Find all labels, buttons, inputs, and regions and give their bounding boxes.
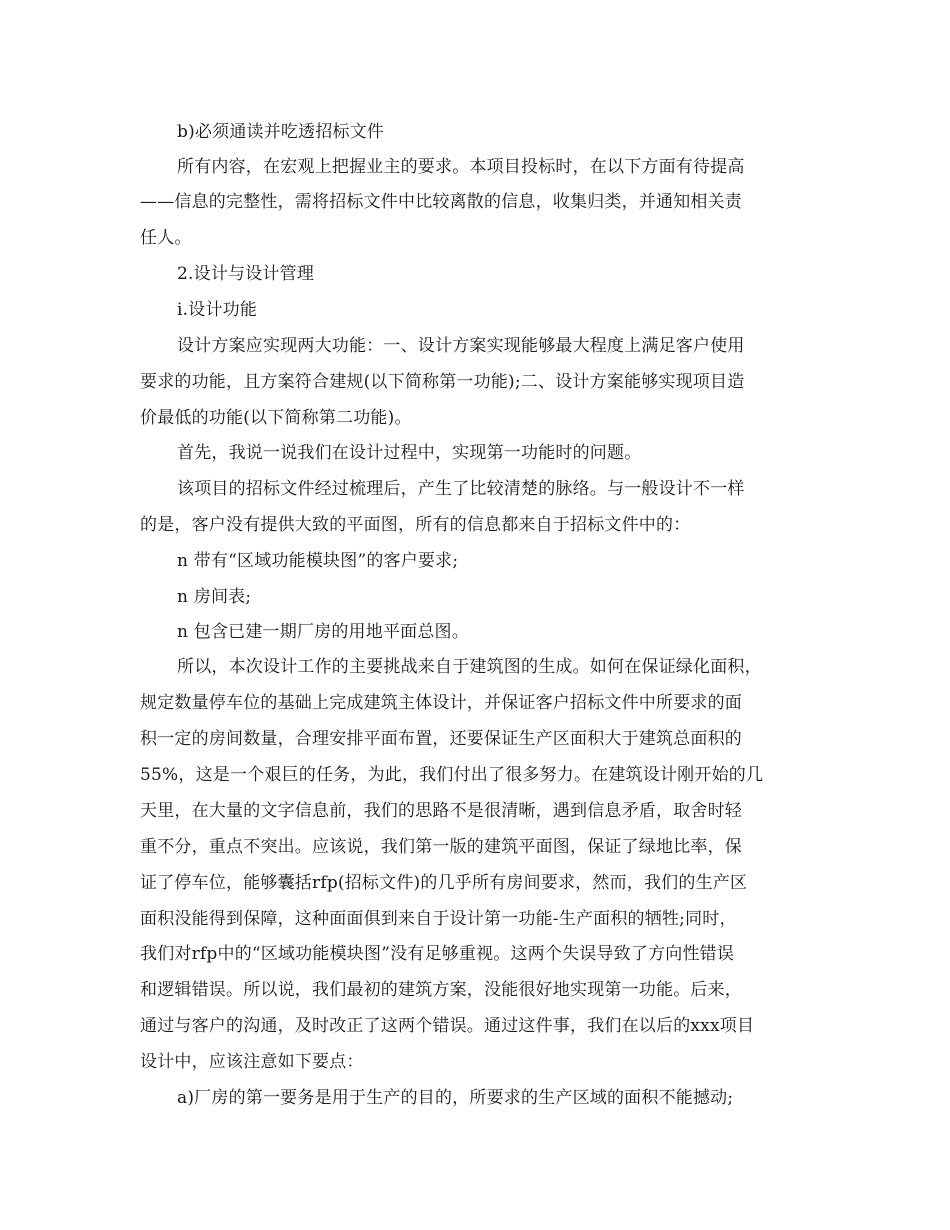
text-line: 设计方案应实现两大功能：一、设计方案实现能够最大程度上满足客户使用 (177, 336, 745, 356)
text-line: 该项目的招标文件经过梳理后，产生了比较清楚的脉络。与一般设计不一样 (177, 479, 745, 499)
text-line: 规定数量停车位的基础上完成建筑主体设计，并保证客户招标文件中所要求的面 (140, 693, 742, 713)
subsection-heading: i.设计功能 (177, 300, 258, 320)
text-line: 面积没能得到保障，这种面面俱到来自于设计第一功能-生产面积的牺牲;同时， (140, 909, 737, 929)
text-line: 通过与客户的沟通，及时改正了这两个错误。通过这件事，我们在以后的xxx项目 (140, 1016, 755, 1036)
text-line: b)必须通读并吃透招标文件 (177, 122, 385, 142)
text-line: 天里，在大量的文字信息前，我们的思路不是很清晰，遇到信息矛盾，取舍时轻 (140, 801, 742, 821)
list-item: n 带有“区域功能模块图”的客户要求; (177, 551, 459, 571)
list-item: a)厂房的第一要务是用于生产的目的，所要求的生产区域的面积不能撼动; (177, 1088, 734, 1108)
text-line: 55%，这是一个艰巨的任务，为此，我们付出了很多努力。在建筑设计刚开始的几 (140, 765, 764, 785)
text-line: ——信息的完整性，需将招标文件中比较离散的信息，收集归类，并通知相关责 (140, 192, 742, 212)
list-item: n 包含已建一期厂房的用地平面总图。 (177, 622, 469, 642)
list-item: n 房间表; (177, 587, 252, 607)
text-line: 和逻辑错误。所以说，我们最初的建筑方案，没能很好地实现第一功能。后来， (140, 980, 742, 1000)
text-line: 要求的功能，且方案符合建规(以下简称第一功能);二、设计方案能够实现项目造 (140, 372, 745, 392)
text-line: 所有内容，在宏观上把握业主的要求。本项目投标时，在以下方面有待提高 (177, 157, 745, 177)
text-line: 积一定的房间数量，合理安排平面布置，还要保证生产区面积大于建筑总面积的 (140, 729, 742, 749)
text-line: 重不分，重点不突出。应该说，我们第一版的建筑平面图，保证了绿地比率，保 (140, 837, 742, 857)
text-line: 首先，我说一说我们在设计过程中，实现第一功能时的问题。 (177, 443, 642, 463)
text-line: 任人。 (140, 228, 192, 248)
text-line: 所以，本次设计工作的主要挑战来自于建筑图的生成。如何在保证绿化面积， (177, 657, 762, 677)
section-heading: 2.设计与设计管理 (177, 264, 315, 284)
text-line: 价最低的功能(以下简称第二功能)。 (140, 408, 412, 428)
text-line: 设计中，应该注意如下要点： (140, 1052, 364, 1072)
text-line: 的是，客户没有提供大致的平面图，所有的信息都来自于招标文件中的： (140, 515, 691, 535)
text-line: 证了停车位，能够囊括rfp(招标文件)的几乎所有房间要求，然而，我们的生产区 (140, 873, 748, 893)
text-line: 我们对rfp中的“区域功能模块图”没有足够重视。这两个失误导致了方向性错误 (140, 944, 735, 964)
